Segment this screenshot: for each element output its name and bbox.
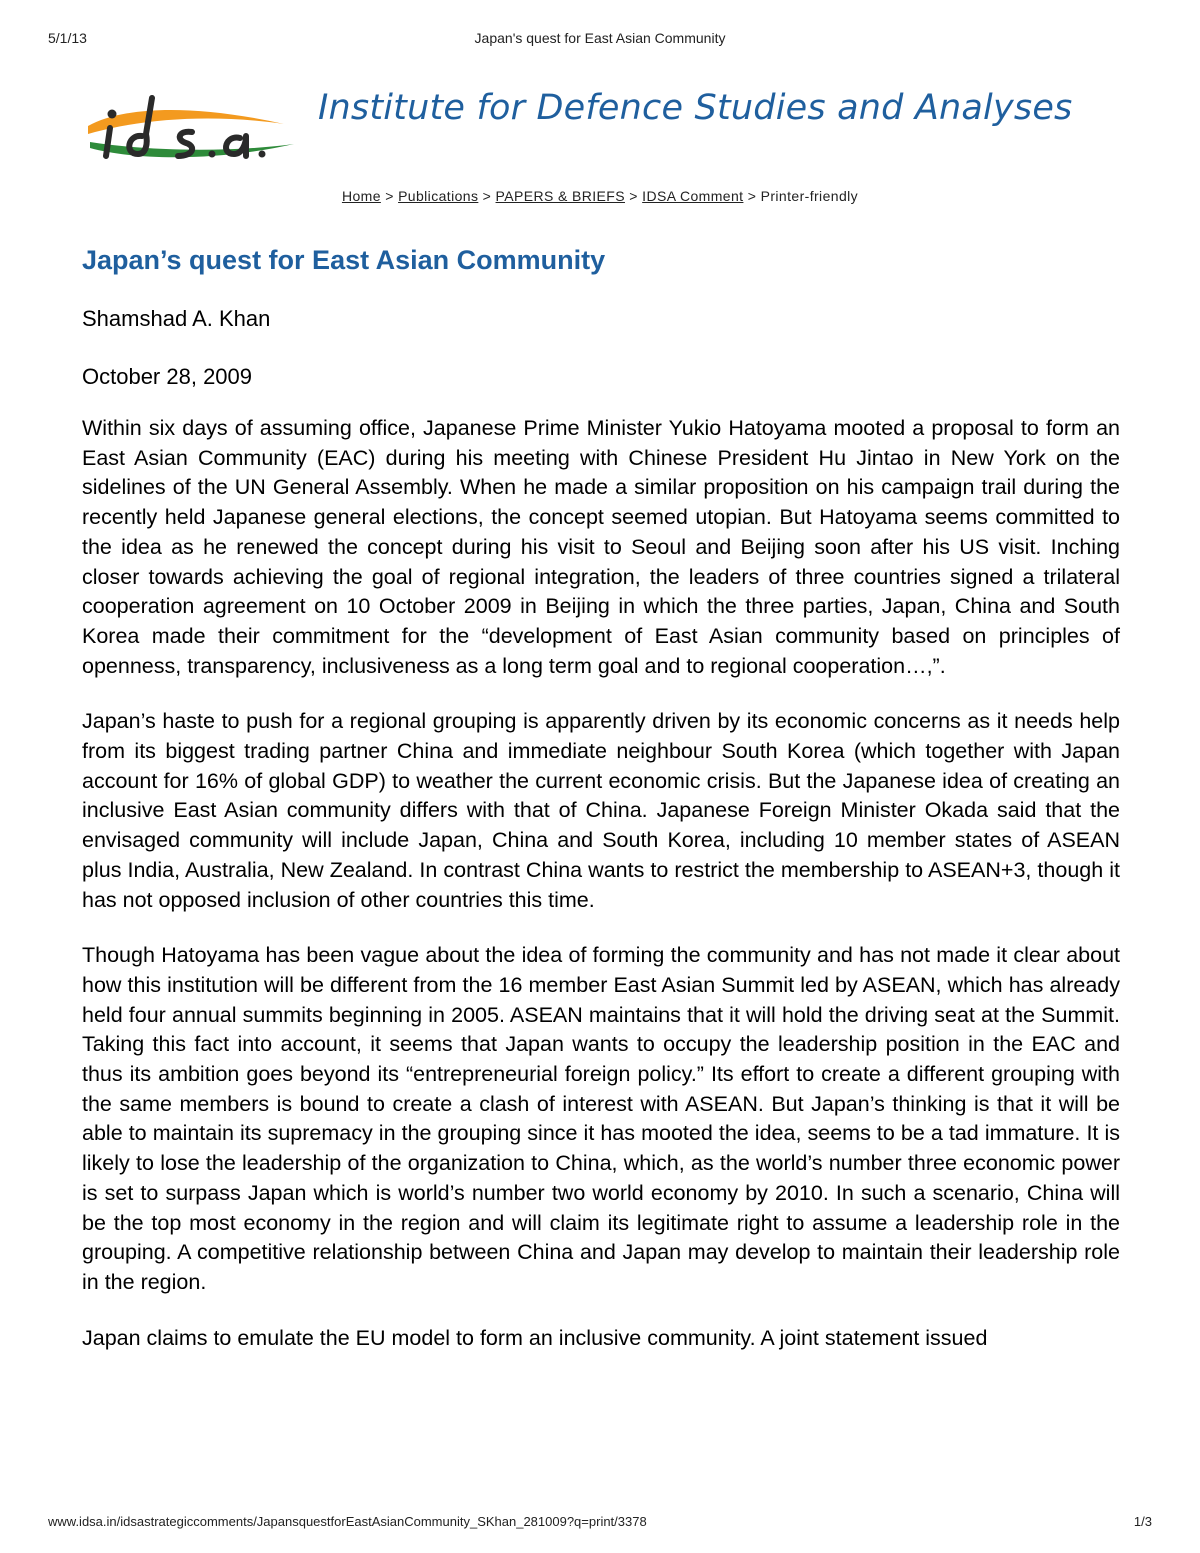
print-url: www.idsa.in/idsastrategiccomments/JapansquestforEastAsianCommunity_SKhan_281009?q=print/3378 (48, 1514, 647, 1529)
article-paragraph: Japan claims to emulate the EU model to form an inclusive community. A joint statement issued (82, 1325, 988, 1350)
breadcrumb-current: Printer-friendly (760, 188, 859, 204)
masthead (84, 86, 1124, 176)
breadcrumb-idsa-comment[interactable]: IDSA Comment (642, 188, 744, 204)
breadcrumb-separator: > (385, 188, 394, 204)
breadcrumb-home[interactable]: Home (341, 188, 381, 204)
idsa-logo[interactable] (84, 86, 299, 176)
article-title: Japan’s quest for East Asian Community (82, 245, 606, 275)
breadcrumb-publications[interactable]: Publications (398, 188, 479, 204)
idsa-logo-icon (84, 86, 299, 176)
article (82, 242, 1120, 1379)
print-date: 5/1/13 (48, 30, 87, 46)
breadcrumb-papers-briefs[interactable]: PAPERS & BRIEFS (495, 188, 625, 204)
breadcrumb-separator: > (629, 188, 638, 204)
article-paragraph: Japan’s haste to push for a regional grouping is apparently driven by its economic concerns as it needs help from its biggest trading partner China and immediate neighbour South Korea (which together with Japan account for 16% of global GDP) to weather the current economic crisis. But the Japanese idea of creating an inclusive East Asian community differs with that of China. Japanese Foreign Minister Okada said that the envisaged community will include Japan, China and South Korea, including 10 member states of ASEAN plus India, Australia, New Zealand. In contrast China wants to restrict the membership to ASEAN+3, though it has not opposed inclusion of other countries this time. (82, 709, 1120, 912)
print-page-title: Japan's quest for East Asian Community (474, 30, 726, 46)
breadcrumb (0, 188, 1200, 204)
print-footer (48, 1514, 1152, 1534)
article-author: Shamshad A. Khan (82, 306, 271, 331)
article-paragraph: Within six days of assuming office, Japanese Prime Minister Yukio Hatoyama mooted a proposal to form an East Asian Community (EAC) during his meeting with Chinese President Hu Jintao in New York on the sidelines of the UN General Assembly. When he made a similar proposition on his campaign trail during the recently held Japanese general elections, the concept seemed utopian. But Hatoyama seems committed to the idea as he renewed the concept during his visit to Seoul and Beijing soon after his US visit. Inching closer towards achieving the goal of regional integration, the leaders of three countries signed a trilateral cooperation agreement on 10 October 2009 in Beijing in which the three parties, Japan, China and South Korea made their commitment for the “development of East Asian community based on principles of openness, transparency, inclusiveness as a long term goal and to regional cooperation…,”. (82, 416, 1120, 678)
breadcrumb-separator: > (482, 188, 492, 204)
institute-name: Institute for Defence Studies and Analyses (318, 88, 1073, 128)
page-number: 1/3 (1133, 1514, 1152, 1529)
breadcrumb-separator: > (747, 188, 757, 204)
article-paragraph: Though Hatoyama has been vague about the idea of forming the community and has not made it clear about how this institution will be different from the 16 member East Asian Summit led by ASEAN, which has already held four annual summits beginning in 2005. ASEAN maintains that it will hold the driving seat at the Summit. Taking this fact into account, it seems that Japan wants to occupy the leadership position in the EAC and thus its ambition goes beyond its “entrepreneurial foreign policy.” Its effort to create a different grouping with the same members is bound to create a clash of interest with ASEAN. But Japan’s thinking is that it will be able to maintain its supremacy in the grouping since it has mooted the idea, seems to be a tad immature. It is likely to lose the leadership of the organization to China, which, as the world’s number three economic power is set to surpass Japan which is world’s number two world economy by 2010. In such a scenario, China will be the top most economy in the region and will claim its legitimate right to assume a leadership role in the grouping. A competitive relationship between China and Japan may develop to maintain their leadership role in the region. (82, 943, 1120, 1294)
article-date: October 28, 2009 (82, 364, 253, 389)
print-header (48, 30, 1152, 50)
